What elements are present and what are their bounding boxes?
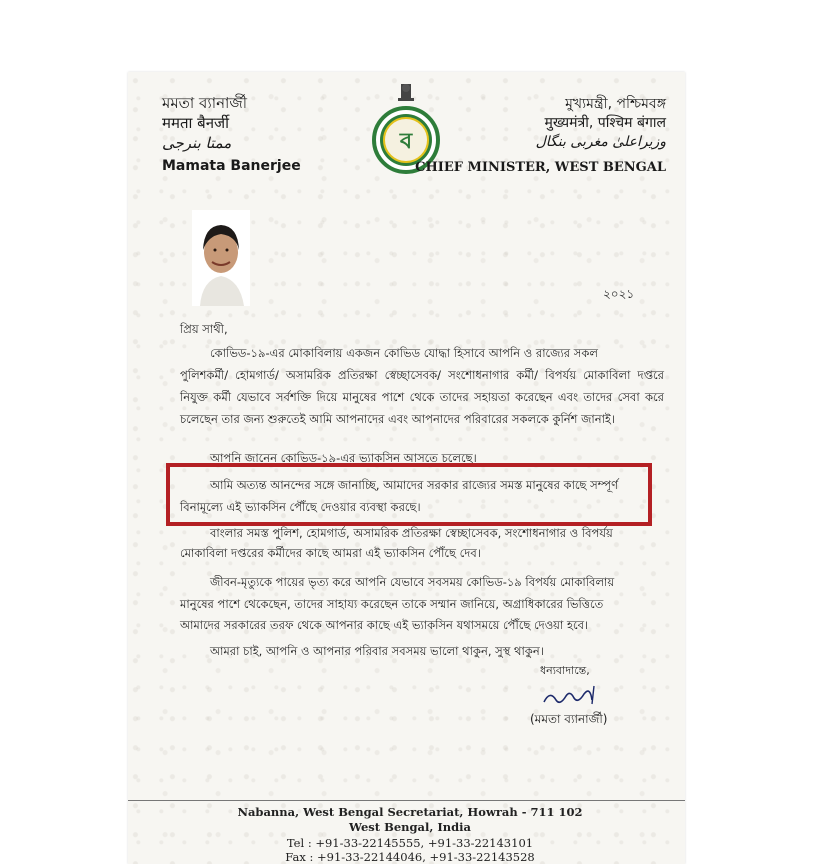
chief-minister-photo [192,210,250,306]
name-bengali: মমতা ব্যানার্জী [162,94,248,112]
title-hindi: मुख्यमंत्री, पश्चिम बंगाल [544,115,666,131]
paragraph-2: আপনি জানেন কোভিড-১৯-এর ভ্যাকসিন আসতে চলেছে। [210,451,477,465]
signature-icon [540,682,600,710]
paragraph-5-line-3: আমাদের সরকারের তরফ থেকে আপনার কাছে এই ভ্যাকসিন যথাসময়ে পৌঁছে দেওয়া হবে। [180,618,589,632]
paragraph-4-line-1: বাংলার সমস্ত পুলিশ, হোমগার্ড, অসামরিক প্রতিরক্ষা স্বেচ্ছাসেবক, সংশোধনাগার ও বিপর্যয় [210,526,613,540]
footer-divider [128,800,685,801]
paragraph-3-line-2: বিনামূল্যে এই ভ্যাকসিন পৌঁছে দেওয়ার ব্যবস্থা করছে। [180,500,421,514]
name-hindi: ममता बैनर्जी [162,114,230,132]
highlight-box [166,463,652,526]
title-bengali: মুখ্যমন্ত্রী, পশ্চিমবঙ্গ [565,96,666,112]
footer-address: Nabanna, West Bengal Secretariat, Howrah - 711 102 [237,805,583,819]
signature-name: (মমতা ব্যানার্জী) [530,712,608,726]
greeting: প্রিয় সাথী, [180,322,228,336]
paragraph-3-line-1: আমি অত্যন্ত আনন্দের সঙ্গে জানাচ্ছি, আমাদের সরকার রাজ্যের সমস্ত মানুষের কাছে সম্পূর্ণ [210,478,619,492]
ashoka-lion-icon [398,84,414,101]
name-urdu: ممتا بنرجی [162,134,232,152]
paragraph-5-line-2: মানুষের পাশে থেকেছেন, তাদের সাহায্য করেছেন তাকে সম্মান জানিয়ে, অগ্রাধিকারের ভিত্তিতে [180,597,604,611]
paragraph-5-line-1: জীবন-মৃত্যুকে পায়ের ভৃত্য করে আপনি যেভাবে সবসময় কোভিড-১৯ বিপর্যয় মোকাবিলায় [210,575,615,589]
closing: ধন্যবাদান্তে, [540,664,590,677]
footer-fax: Fax : +91-33-22144046, +91-33-22143528 [285,850,535,864]
paragraph-1-body: পুলিশকর্মী/ হোমগার্ড/ অসামরিক প্রতিরক্ষা স্বেচ্ছাসেবক/ সংশোধনাগার কর্মী/ বিপর্যয় মোকাবিলা দপ্তরে নিযুক্ত কর্মী যেভাবে সর্বশক্তি দিয়ে মানুষের পাশে থেকে তাদের সহায়তা করেছেন এবং তাদের সেবা করে চলেছেন তার জন্য শুরুতেই আমি আপনাদের এবং আপনাদের পরিবারের সকলকে কুর্নিশ জানাই। [180,368,664,426]
name-english: Mamata Banerjee [162,158,301,174]
letter-date: ২০২১ [603,287,635,301]
title-english: CHIEF MINISTER, WEST BENGAL [415,160,666,175]
paragraph-6: আমরা চাই, আপনি ও আপনার পরিবার সবসময় ভালো থাকুন, সুস্থ থাকুন। [210,644,544,658]
footer-state: West Bengal, India [349,820,471,834]
paragraph-4-line-2: মোকাবিলা দপ্তরের কর্মীদের কাছে আমরা এই ভ্যাকসিন পৌঁছে দেব। [180,546,481,560]
title-urdu: وزیراعلیٰ مغربی بنگال [535,134,666,150]
svg-text:ব: ব [399,129,413,154]
paragraph-1-first-line: কোভিড-১৯-এর মোকাবিলায় একজন কোভিড যোদ্ধা হিসাবে আপনি ও রাজ্যের সকল [210,346,598,360]
footer-tel: Tel : +91-33-22145555, +91-33-22143101 [286,836,534,850]
